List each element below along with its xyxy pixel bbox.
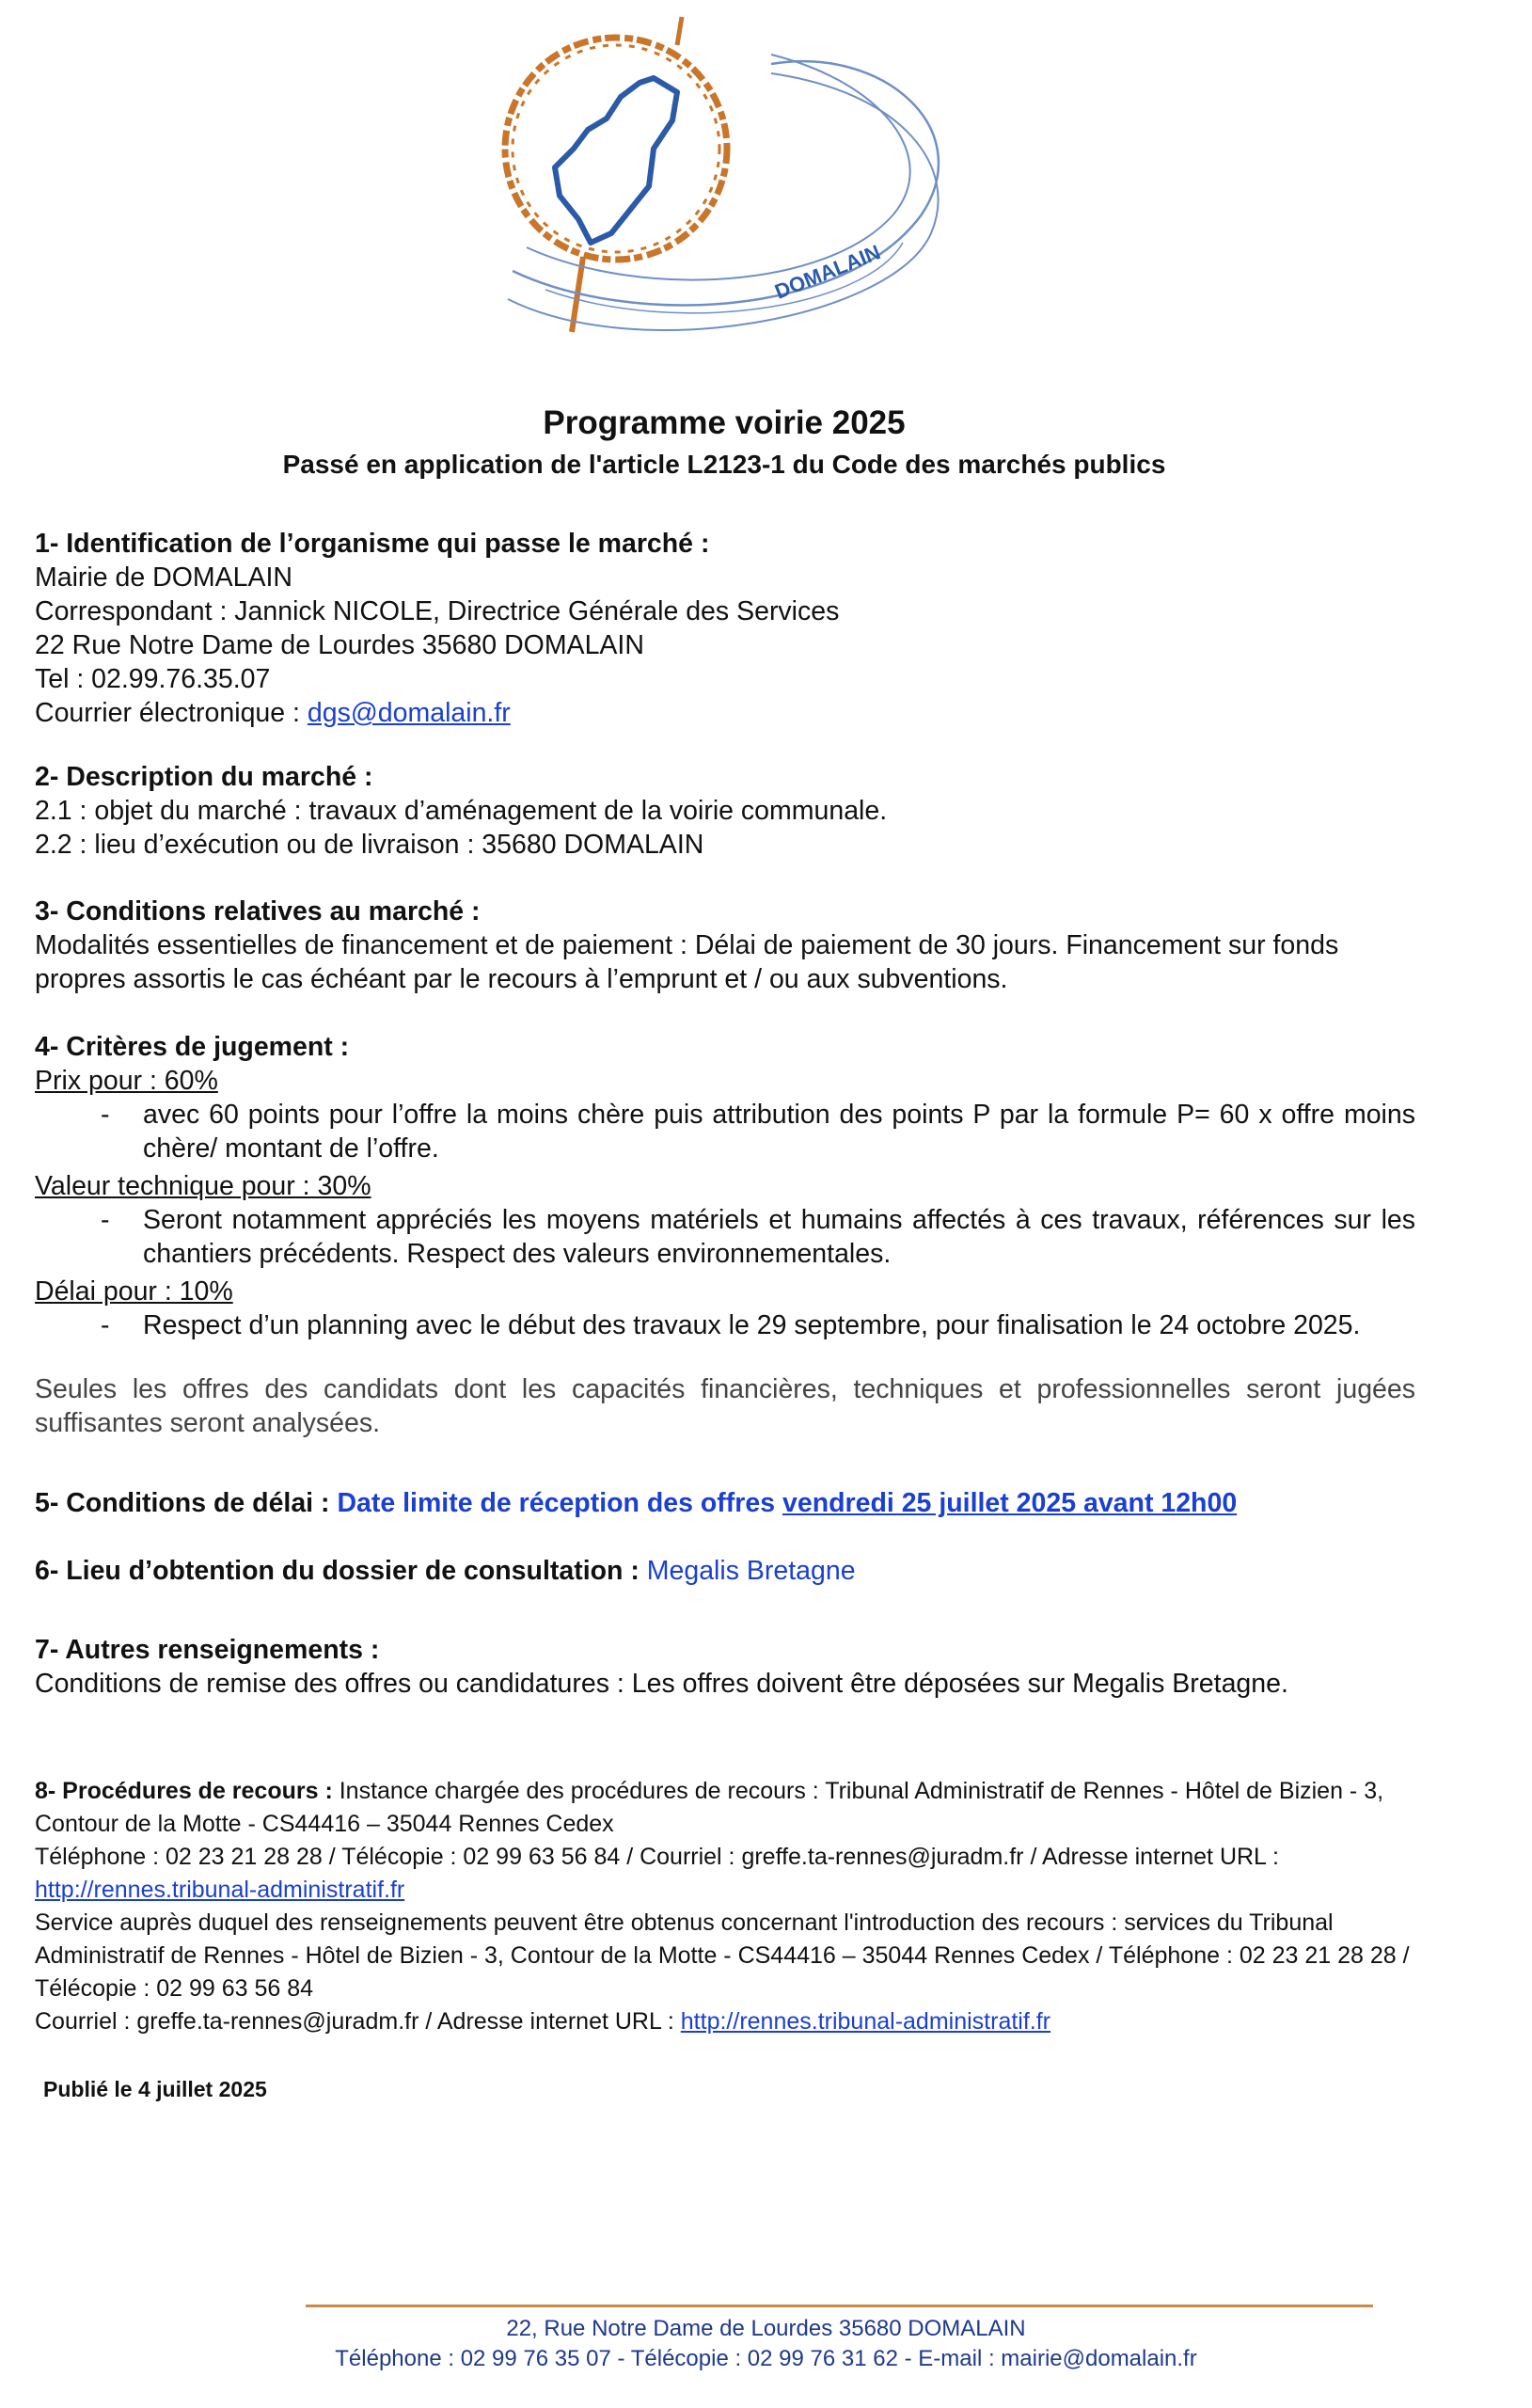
page-title: Programme voirie 2025 (543, 404, 906, 441)
section-appeals (35, 1775, 1415, 2038)
tribunal-url-link-2[interactable]: http://rennes.tribunal-administratif.fr (680, 2008, 1051, 2035)
bullet-dash: - (101, 1310, 110, 1340)
criterion-technical-label: Valeur technique pour : 30% (35, 1171, 371, 1201)
appeals-email-line (35, 2005, 1415, 2038)
appeals-info-service: Service auprès duquel des renseignements peuvent être obtenus concernant l'introduction des recours : services du Tribunal Administratif de Rennes - Hôtel de Bizien - 3, Contour de la Motte - CS44416 – 35044 Rennes Cedex / Téléphone : 02 23 21 28 28 / Télécopie : 02 99 63 56 84 (35, 1909, 1410, 2002)
section-identification (35, 527, 1415, 730)
section-3-heading: 3- Conditions relatives au marché : (35, 896, 481, 927)
deadline-label: Date limite de réception des offres (337, 1488, 782, 1518)
domalain-globe-logo-icon (489, 8, 969, 374)
domalain-logo (489, 8, 969, 374)
organisation-address: 22 Rue Notre Dame de Lourdes 35680 DOMALAIN (35, 630, 644, 660)
criterion-price-text: avec 60 points pour l’offre la moins chère puis attribution des points P par la formule P= 60 x offre moins chère/ montant de l’offre. (143, 1100, 1415, 1164)
criterion-technical-text: Seront notamment appréciés les moyens matériels et humains affectés à ces travaux, références sur les chantiers précédents. Respect des valeurs environnementales. (143, 1205, 1415, 1269)
section-7-heading: 7- Autres renseignements : (35, 1635, 380, 1665)
criterion-price-label: Prix pour : 60% (35, 1066, 218, 1096)
section-description (35, 760, 1415, 862)
criterion-delay-label: Délai pour : 10% (35, 1276, 233, 1307)
section-2-heading: 2- Description du marché : (35, 762, 373, 792)
submission-conditions: Conditions de remise des offres ou candidatures : Les offres doivent être déposées sur Megalis Bretagne. (35, 1669, 1288, 1699)
bullet-dash: - (101, 1205, 110, 1235)
market-object: 2.1 : objet du marché : travaux d’aménagement de la voirie communale. (35, 796, 888, 826)
organisation-name: Mairie de DOMALAIN (35, 562, 292, 593)
footer-contact: Téléphone : 02 99 76 35 07 - Télécopie : 02 99 76 31 62 - E-mail : mairie@domalain.fr (335, 2346, 1197, 2371)
deadline-date: vendredi 25 juillet 2025 avant 12h00 (782, 1488, 1238, 1518)
bullet-dash: - (101, 1100, 110, 1130)
publication-date: Publié le 4 juillet 2025 (43, 2077, 267, 2101)
financing-conditions: Modalités essentielles de financement et de paiement : Délai de paiement de 30 jours. Financement sur fonds propres assortis le cas échéant par le recours à l’emprunt et / ou aux subventions. (35, 930, 1339, 994)
criterion-delay-text: Respect d’un planning avec le début des travaux le 29 septembre, pour finalisation le 24 octobre 2025. (143, 1310, 1361, 1340)
section-criteria (35, 1030, 1415, 1440)
logo-wordmark: DOMALAIN (771, 240, 884, 304)
criterion-price (101, 1098, 1415, 1165)
footer-address: 22, Rue Notre Dame de Lourdes 35680 DOMALAIN (506, 2316, 1026, 2341)
appeals-contact (35, 1841, 1415, 1907)
appeals-contact-text: Téléphone : 02 23 21 28 28 / Télécopie : 02 99 63 56 84 / Courriel : greffe.ta-rennes@juradm.fr / Adresse internet URL : (35, 1844, 1279, 1870)
section-other-info (35, 1633, 1415, 1701)
page-subtitle: Passé en application de l'article L2123-1 du Code des marchés publics (282, 450, 1166, 479)
appeals-body-authority (35, 1775, 1415, 1841)
tribunal-url-link[interactable]: http://rennes.tribunal-administratif.fr (35, 1877, 405, 1903)
appeals-email-text: Courriel : greffe.ta-rennes@juradm.fr / Adresse internet URL : (35, 2008, 681, 2035)
section-6-heading: 6- Lieu d’obtention du dossier de consultation : (35, 1556, 647, 1586)
correspondent: Correspondant : Jannick NICOLE, Directrice Générale des Services (35, 596, 840, 626)
section-consultation (35, 1554, 1415, 1588)
section-conditions (35, 895, 1415, 996)
section-5-heading: 5- Conditions de délai : (35, 1488, 338, 1518)
consultation-place: Megalis Bretagne (646, 1556, 856, 1586)
section-deadline (35, 1486, 1415, 1520)
criterion-technical (101, 1203, 1415, 1271)
appeals-authority: Instance chargée des procédures de recours : Tribunal Administratif de Rennes - Hôtel de Bizien - 3, Contour de la Motte - CS44416 – 35044 Rennes Cedex (35, 1778, 1384, 1837)
criterion-delay (101, 1308, 1415, 1342)
section-8-heading: 8- Procédures de recours : (35, 1778, 340, 1804)
section-1-heading: 1- Identification de l’organisme qui passe le marché : (35, 529, 710, 559)
email-link[interactable]: dgs@domalain.fr (307, 698, 511, 728)
section-4-heading: 4- Critères de jugement : (35, 1032, 350, 1062)
market-location: 2.2 : lieu d’exécution ou de livraison : 35680 DOMALAIN (35, 830, 704, 860)
selection-note: Seules les offres des candidats dont les capacités financières, techniques et professionnelles seront jugées suffisantes seront analysées. (35, 1374, 1415, 1438)
email-line (35, 696, 1415, 730)
organisation-phone: Tel : 02.99.76.35.07 (35, 664, 271, 694)
email-label: Courrier électronique : (35, 698, 308, 728)
footer-divider (306, 2305, 1373, 2307)
